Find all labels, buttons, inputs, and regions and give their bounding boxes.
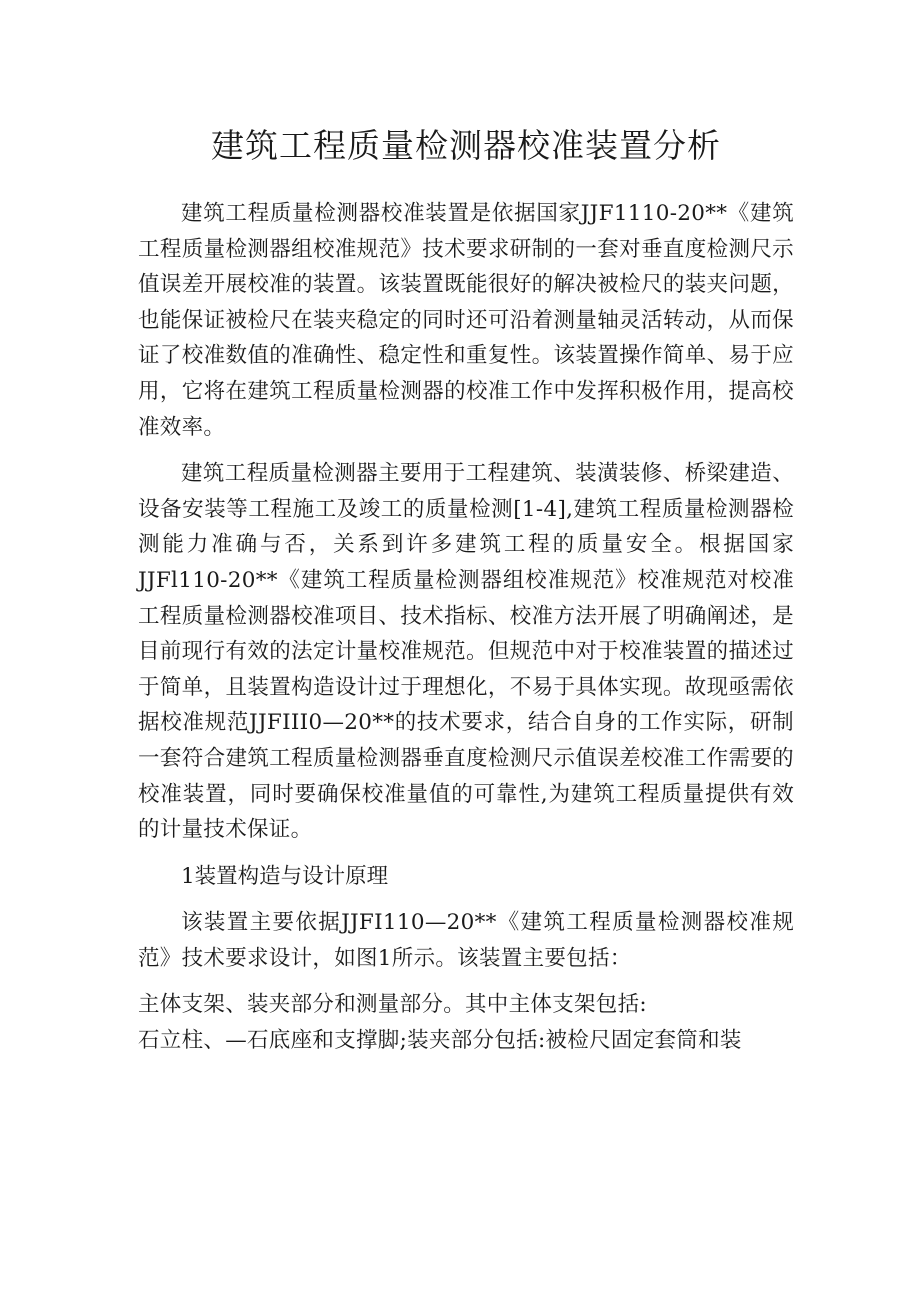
background-paragraph: 建筑工程质量检测器主要用于工程建筑、装潢装修、桥梁建造、设备安装等工程施工及竣工的质量检测[1-4],建筑工程质量检测器检测能力准确与否，关系到许多建筑工程的质量安全。根据国家JJFl110-20**《建筑工程质量检测器组校准规范》校准规范对校准工程质量检测器校准项目、技术指标、校准方法开展了明确阐述，是目前现行有效的法定计量校准规范。但规范中对于校准装置的描述过于简单，且装置构造设计过于理想化，不易于具体实现。故现亟需依据校准规范JJFIII0—20**的技术要求，结合自身的工作实际，研制一套符合建筑工程质量检测器垂直度检测尺示值误差校准工作需要的校准装置，同时要确保校准量值的可靠性,为建筑工程质量提供有效的计量技术保证。 bbox=[138, 461, 794, 843]
section-heading: 1装置构造与设计原理 bbox=[181, 863, 389, 889]
document-page bbox=[138, 118, 794, 1059]
intro-paragraph: 建筑工程质量检测器校准装置是依据国家JJF1110-20**《建筑工程质量检测器组校准规范》技术要求研制的一套对垂直度检测尺示值误差开展校准的装置。该装置既能很好的解决被检尺的装夹问题，也能保证被检尺在装夹稳定的同时还可沿着测量轴灵活转动，从而保证了校准数值的准确性、稳定性和重复性。该装置操作简单、易于应用，它将在建筑工程质量检测器的校准工作中发挥积极作用，提高校准效率。 bbox=[138, 201, 794, 440]
body-line: 石立柱、—石底座和支撑脚;装夹部分包括:被检尺固定套筒和装 bbox=[138, 1028, 742, 1054]
body-line: 主体支架、装夹部分和测量部分。其中主体支架包括: bbox=[138, 992, 647, 1018]
section-paragraph: 该装置主要依据JJFI110—20**《建筑工程质量检测器校准规范》技术要求设计，如图1所示。该装置主要包括： bbox=[138, 910, 794, 971]
page-title: 建筑工程质量检测器校准装置分析 bbox=[211, 126, 721, 165]
